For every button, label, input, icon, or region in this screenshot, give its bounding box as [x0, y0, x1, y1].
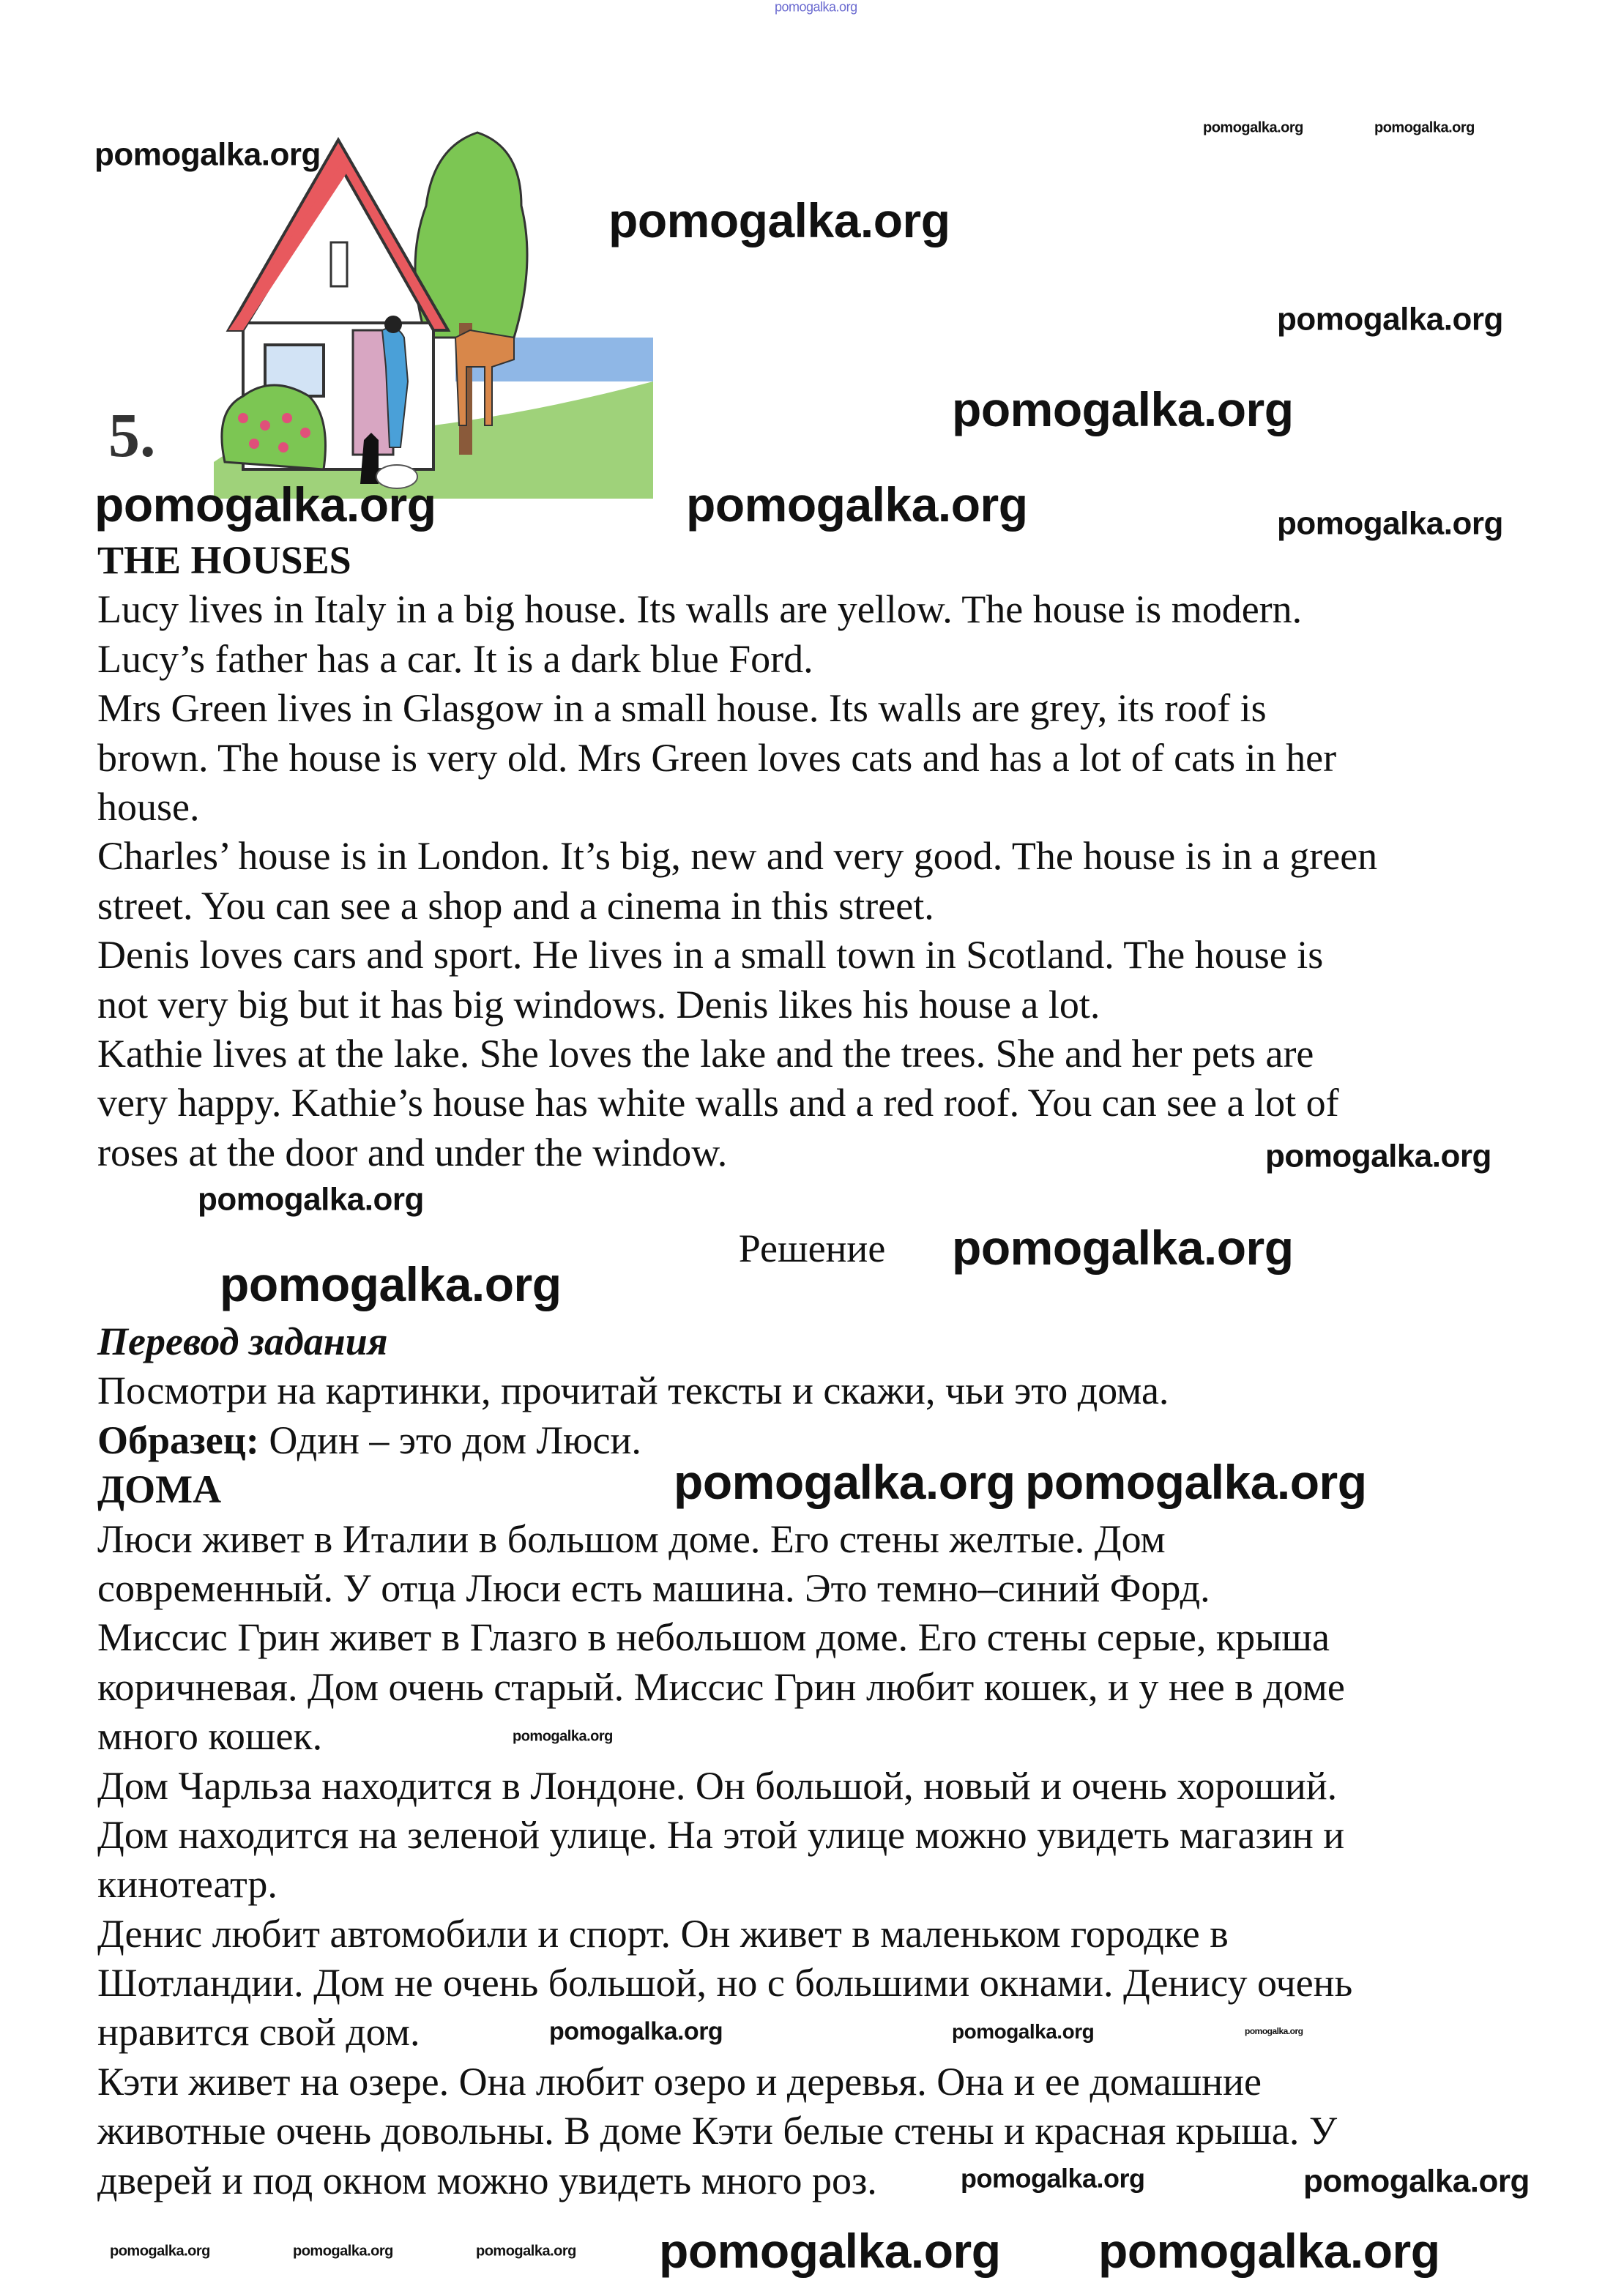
watermark: pomogalka.org [1277, 301, 1503, 338]
watermark: pomogalka.org [513, 1728, 613, 1745]
text-line: много кошек. [97, 1714, 323, 1759]
sample-text: Один – это дом Люси. [258, 1418, 641, 1462]
solution-label: Решение [738, 1226, 886, 1270]
text-line: Дом Чарльза находится в Лондоне. Он большой, новый и очень хороший. [97, 1763, 1338, 1808]
house-illustration [214, 118, 653, 499]
watermark: pomogalka.org [110, 2243, 210, 2260]
text-line: Kathie lives at the lake. She loves the lake and the trees. She and her pets are [97, 1031, 1314, 1076]
text-line: not very big but it has big windows. Denis likes his house a lot. [97, 982, 1100, 1027]
watermark: pomogalka.org [1245, 2026, 1303, 2037]
text-line: Кэти живет на озере. Она любит озеро и деревья. Она и ее домашние [97, 2059, 1262, 2104]
watermark: pomogalka.org [549, 2017, 723, 2046]
text-line: Charles’ house is in London. It’s big, new and very good. The house is in a green [97, 834, 1378, 879]
watermark: pomogalka.org [775, 0, 857, 15]
watermark: pomogalka.org [94, 477, 436, 532]
watermark: pomogalka.org [293, 2243, 393, 2260]
text-line: street. You can see a shop and a cinema in this street. [97, 883, 934, 928]
watermark: pomogalka.org [952, 1221, 1294, 1276]
watermark: pomogalka.org [659, 2224, 1001, 2279]
text-line: Mrs Green lives in Glasgow in a small house. Its walls are grey, its roof is [97, 686, 1267, 731]
exercise-number: 5. [108, 400, 156, 470]
watermark: pomogalka.org [686, 477, 1028, 532]
text-line: very happy. Kathie’s house has white walls and a red roof. You can see a lot of [97, 1081, 1339, 1125]
translation-text [97, 1317, 1352, 2205]
watermark: pomogalka.org [952, 2019, 1095, 2043]
sample-label: Образец: [97, 1418, 259, 1462]
text-line: Denis loves cars and sport. He lives in a small town in Scotland. The house is [97, 933, 1324, 977]
translation-title: ДОМА [97, 1467, 222, 1512]
watermark: pomogalka.org [94, 136, 321, 173]
watermark: pomogalka.org [1098, 2224, 1440, 2279]
text-line: Денис любит автомобили и спорт. Он живет в маленьком городке в [97, 1911, 1229, 1956]
watermark: pomogalka.org [1265, 1138, 1491, 1174]
text-line: Шотландии. Дом не очень большой, но с большими окнами. Денису очень [97, 1961, 1353, 2006]
text-line: дверей и под окном можно увидеть много роз. [97, 2158, 877, 2202]
text-line: Lucy’s father has a car. It is a dark blue Ford. [97, 636, 813, 681]
watermark: pomogalka.org [198, 1181, 424, 1218]
text-line: house. [97, 784, 200, 829]
watermark: pomogalka.org [1203, 119, 1303, 136]
watermark: pomogalka.org [1277, 505, 1503, 542]
watermark: pomogalka.org [1374, 119, 1475, 136]
watermark: pomogalka.org [476, 2243, 576, 2260]
text-line: roses at the door and under the window. [97, 1130, 728, 1174]
watermark: pomogalka.org [220, 1257, 562, 1312]
task-text: Посмотри на картинки, прочитай тексты и скажи, чьи это дома. [97, 1368, 1169, 1413]
text-line: Дом находится на зеленой улице. На этой улице можно увидеть магазин и [97, 1812, 1345, 1857]
watermark: pomogalka.org [1025, 1455, 1367, 1510]
text-line: Миссис Грин живет в Глазго в небольшом доме. Его стены серые, крыша [97, 1615, 1330, 1660]
text-line: коричневая. Дом очень старый. Миссис Грин любит кошек, и у нее в доме [97, 1664, 1345, 1709]
sample-line [97, 1416, 641, 1465]
watermark: pomogalka.org [961, 2163, 1145, 2194]
text-line: животные очень довольны. В доме Кэти белые стены и красная крыша. У [97, 2109, 1338, 2153]
watermark: pomogalka.org [674, 1455, 1016, 1510]
text-line: Lucy lives in Italy in a big house. Its walls are yellow. The house is modern. [97, 587, 1303, 632]
text-line: brown. The house is very old. Mrs Green loves cats and has a lot of cats in her [97, 735, 1337, 780]
translation-heading: Перевод задания [97, 1319, 388, 1363]
watermark: pomogalka.org [608, 193, 950, 248]
english-text [97, 536, 1377, 1177]
watermark: pomogalka.org [952, 382, 1294, 437]
english-title: THE HOUSES [97, 538, 351, 582]
text-line: кинотеатр. [97, 1862, 278, 1907]
watermark: pomogalka.org [1303, 2163, 1530, 2200]
text-line: Люси живет в Италии в большом доме. Его стены желтые. Дом [97, 1516, 1166, 1561]
text-line: нравится свой дом. [97, 2010, 420, 2055]
text-line: современный. У отца Люси есть машина. Это темно–синий Форд. [97, 1565, 1210, 1610]
